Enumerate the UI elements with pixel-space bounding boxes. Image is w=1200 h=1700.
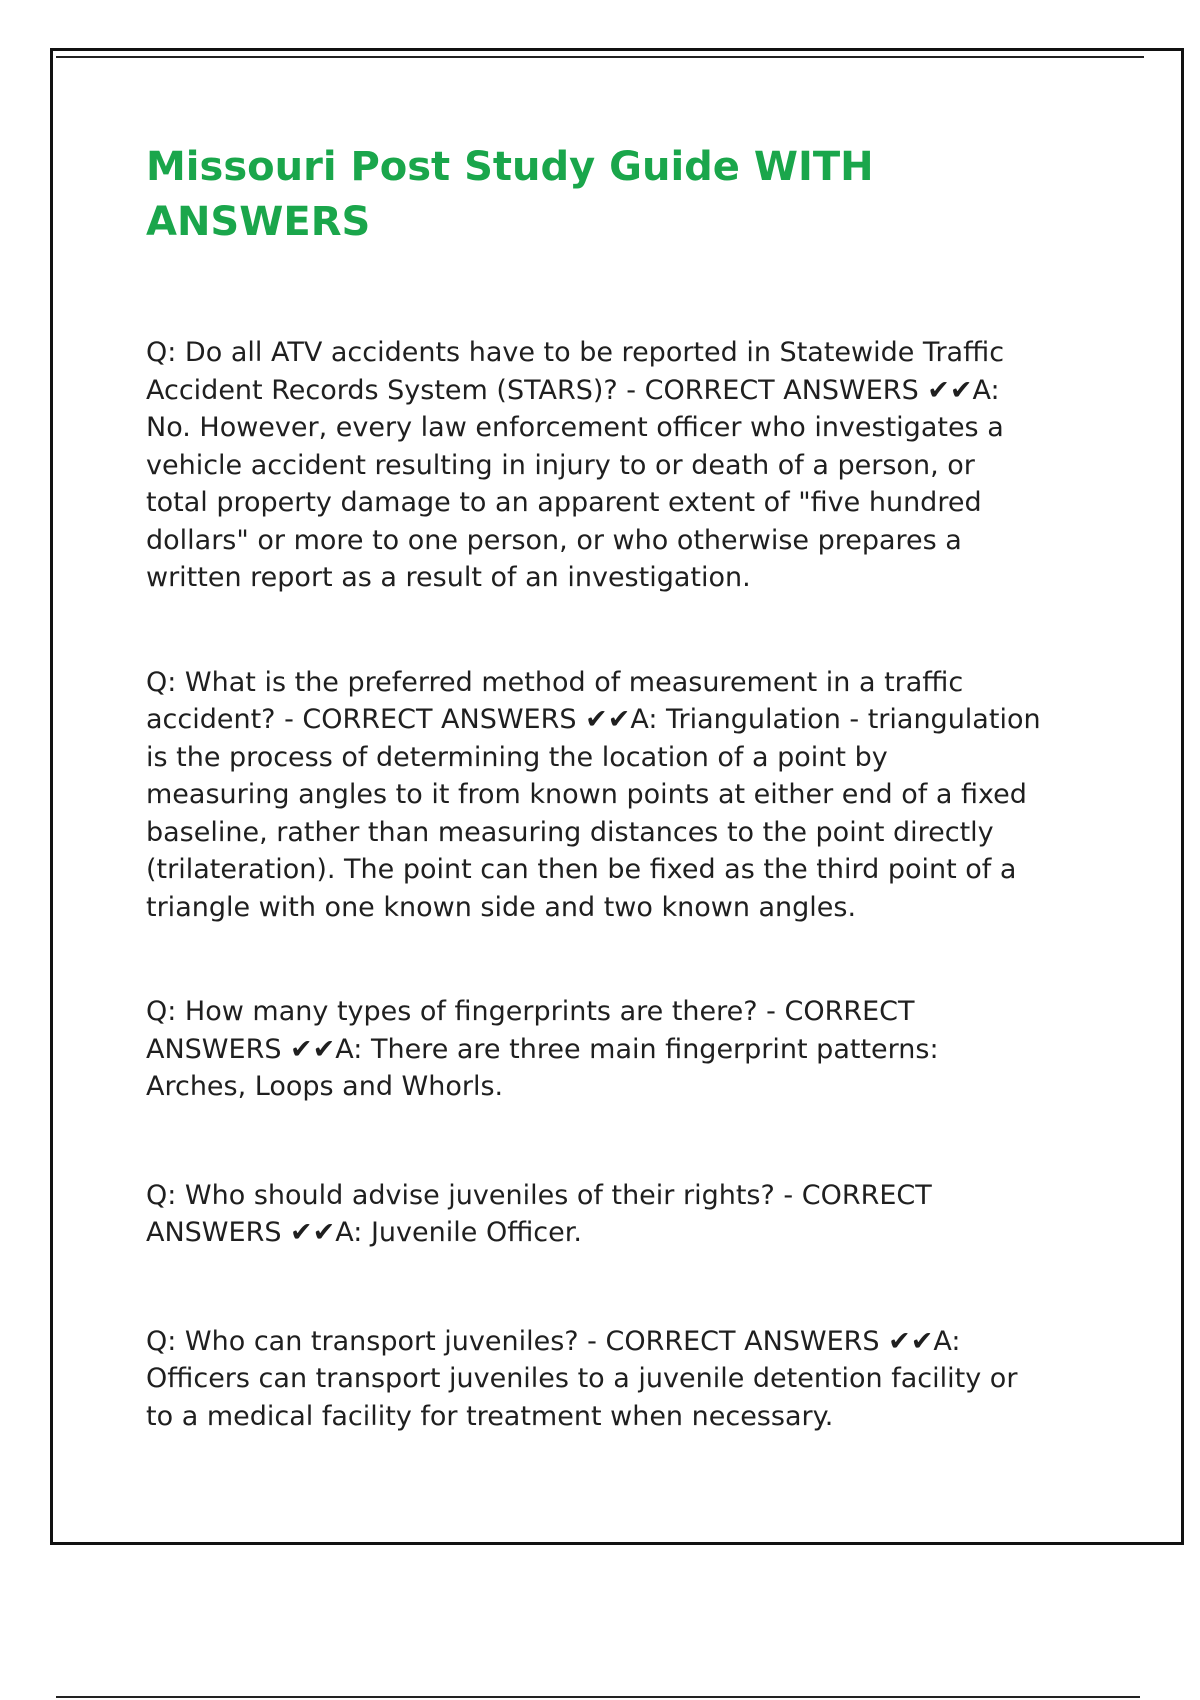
document-title: Missouri Post Study Guide WITH ANSWERS <box>146 144 874 245</box>
qa-list <box>146 334 1106 1502</box>
qa-item-juvenile-transport: Q: Who can transport juveniles? - CORRECT ANSWERS ✔✔A: Officers can transport juveniles to a juvenile detention facility or to a medical facility for treatment when necessary. <box>146 1325 1018 1432</box>
qa-item-fingerprint-types: Q: How many types of fingerprints are there? - CORRECT ANSWERS ✔✔A: There are three main fingerprint patterns: Arches, Loops and Whorls. <box>146 996 939 1102</box>
qa-item-atv-accidents: Q: Do all ATV accidents have to be reported in Statewide Traffic Accident Records System (STARS)? - CORRECT ANSWERS ✔✔A: No. However, every law enforcement officer who investigates a vehicle accident resulting in injury to or death of a person, or total property damage to an apparent extent of "five hundred dollars" or more to one person, or who otherwise prepares a written report as a result of an investigation. <box>146 337 1005 593</box>
qa-item-measurement-method: Q: What is the preferred method of measurement in a traffic accident? - CORRECT ANSWERS ✔✔A: Triangulation - triangulation is the process of determining the location of a point by measuring angles to it from known points at either end of a fixed baseline, rather than measuring distances to the point directly (trilateration). The point can then be fixed as the third point of a triangle with one known side and two known angles. <box>146 666 1041 923</box>
top-divider <box>56 56 1144 58</box>
qa-item-juvenile-rights: Q: Who should advise juveniles of their rights? - CORRECT ANSWERS ✔✔A: Juvenile Officer. <box>146 1179 932 1248</box>
bottom-divider <box>56 1696 1140 1698</box>
